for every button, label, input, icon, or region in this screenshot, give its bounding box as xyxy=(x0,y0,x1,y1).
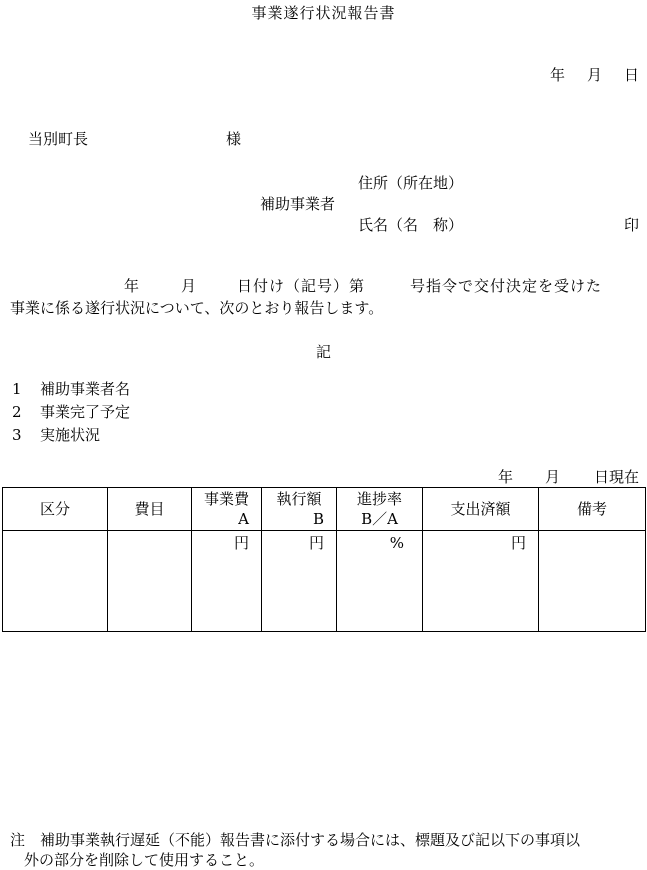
document-title: 事業遂行状況報告書 xyxy=(251,4,396,22)
list-item: 1 補助事業者名 xyxy=(12,380,131,398)
asof-month: 月 xyxy=(544,468,560,486)
status-table xyxy=(2,487,646,632)
footnote-line-2: 外の部分を削除して使用すること。 xyxy=(24,851,265,869)
header-shinchoku: 進捗率 B／A xyxy=(337,488,423,531)
list-item: 2 事業完了予定 xyxy=(12,403,131,421)
footnote xyxy=(10,830,640,870)
cell-shinchoku[interactable]: % xyxy=(337,531,423,632)
list-item: 3 実施状況 xyxy=(12,426,101,444)
cell-biko[interactable] xyxy=(539,531,646,632)
honorific: 様 xyxy=(226,130,242,148)
table-header-row xyxy=(3,488,646,531)
header-kubun: 区分 xyxy=(3,488,108,531)
submission-date xyxy=(528,66,639,84)
header-shishutsu: 支出済額 xyxy=(423,488,539,531)
date-day: 日 xyxy=(623,66,639,84)
ki-heading: 記 xyxy=(315,343,331,361)
cell-shishutsu[interactable]: 円 xyxy=(423,531,539,632)
asof-day: 日現在 xyxy=(593,468,639,486)
addressee: 当別町長 xyxy=(28,130,89,148)
body-directive: 号指令で交付決定を受けた xyxy=(410,277,603,295)
header-shikkou: 執行額 B xyxy=(262,488,337,531)
body-line-1 xyxy=(124,277,602,295)
header-biko: 備考 xyxy=(539,488,646,531)
date-year: 年 xyxy=(549,66,565,84)
applicant-label: 補助事業者 xyxy=(260,195,336,213)
cell-kubun[interactable] xyxy=(3,531,108,632)
body-line-2: 事業に係る遂行状況について、次のとおり報告します。 xyxy=(10,299,384,317)
as-of-date xyxy=(498,468,639,486)
applicant-address-label: 住所（所在地） xyxy=(358,174,464,192)
asof-year: 年 xyxy=(497,468,513,486)
footnote-line-1: 注 補助事業執行遅延（不能）報告書に添付する場合には、標題及び記以下の事項以 xyxy=(10,831,581,849)
header-jigyouhi: 事業費 A xyxy=(192,488,262,531)
body-month: 月 xyxy=(181,277,198,295)
body-date-ref: 日付け（記号）第 xyxy=(237,277,366,295)
body-year: 年 xyxy=(124,277,141,295)
cell-himoku[interactable] xyxy=(108,531,192,632)
cell-jigyouhi[interactable]: 円 xyxy=(192,531,262,632)
header-himoku: 費目 xyxy=(108,488,192,531)
seal-mark: 印 xyxy=(623,216,639,234)
cell-shikkou[interactable]: 円 xyxy=(262,531,337,632)
table-row xyxy=(3,531,646,632)
date-month: 月 xyxy=(586,66,602,84)
applicant-name-label: 氏名（名 称） xyxy=(358,216,464,234)
